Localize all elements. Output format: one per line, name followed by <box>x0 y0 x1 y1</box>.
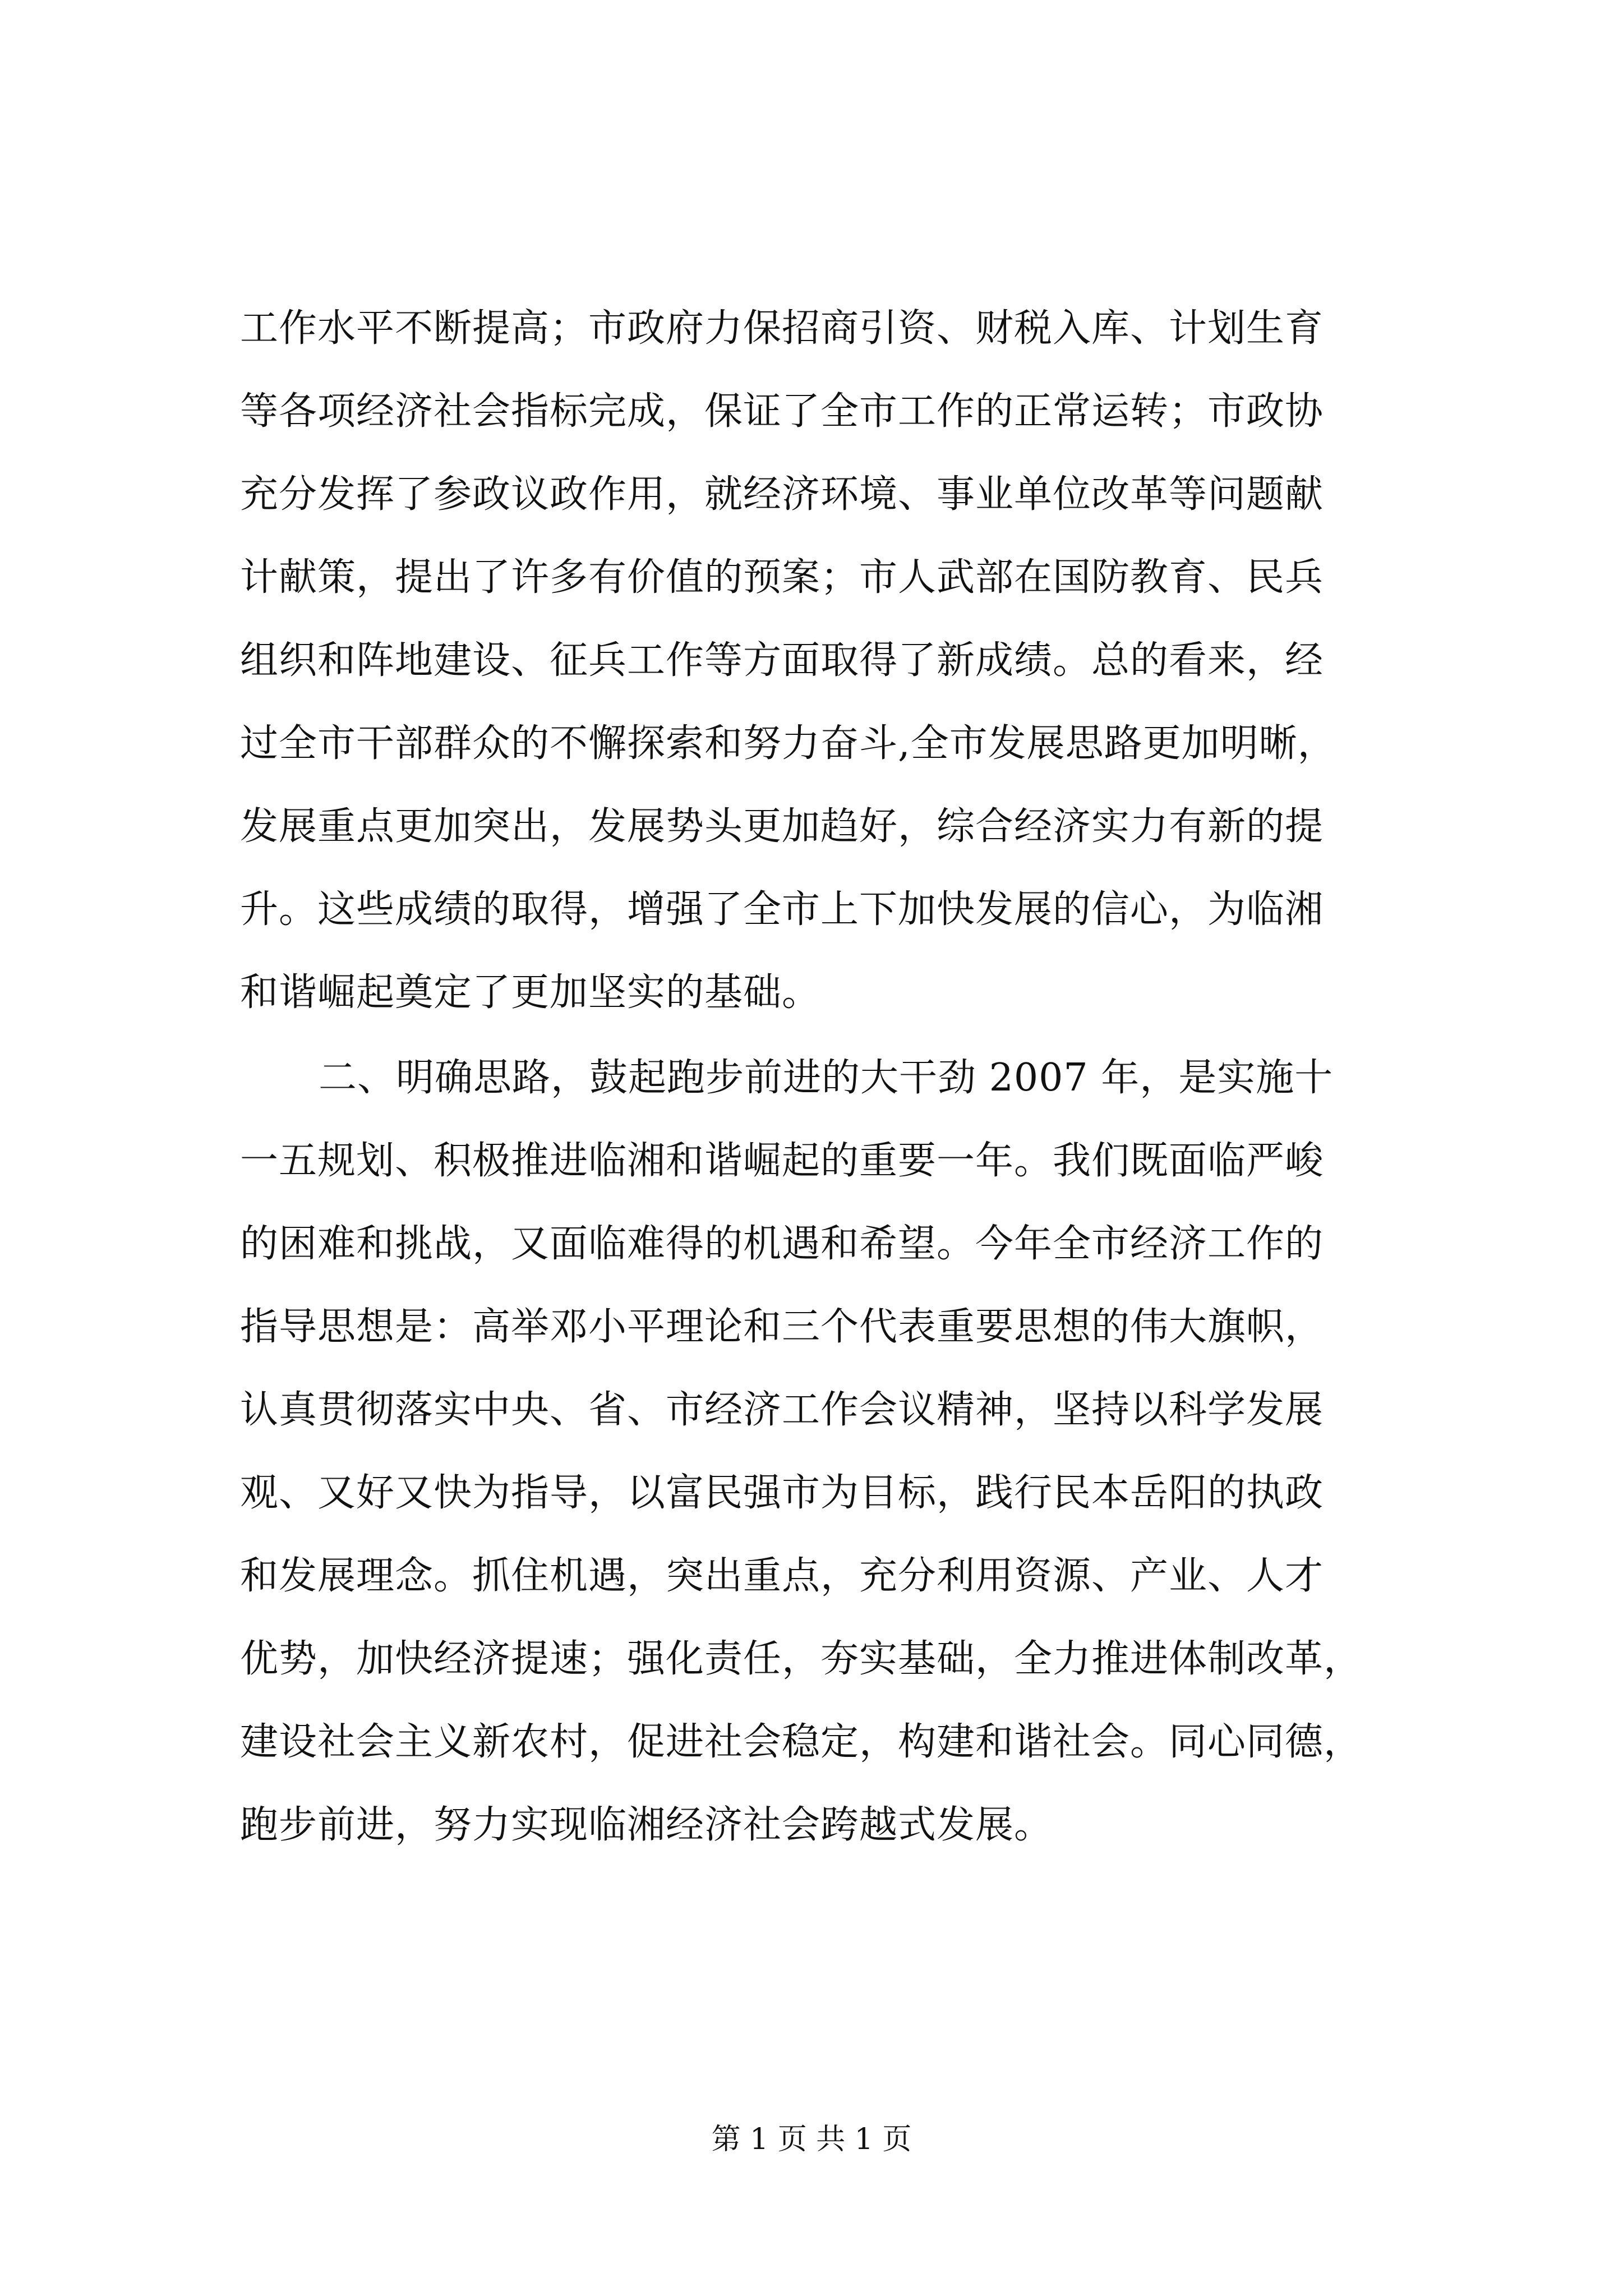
paragraph-2-line-8: 优势，加快经济提速；强化责任，夯实基础，全力推进体制改革， <box>240 1637 1363 1681</box>
paragraph-2-line-10: 跑步前进，努力实现临湘经济社会跨越式发展。 <box>240 1803 1053 1847</box>
paragraph-1-line-8: 升。这些成绩的取得，增强了全市上下加快发展的信心，为临湘 <box>240 887 1324 932</box>
paragraph-1-line-5: 组织和阵地建设、征兵工作等方面取得了新成绩。总的看来，经 <box>240 638 1324 683</box>
paragraph-1-line-3: 充分发挥了参政议政作用，就经济环境、事业单位改革等问题献 <box>240 472 1324 517</box>
paragraph-1-line-4: 计献策，提出了许多有价值的预案；市人武部在国防教育、民兵 <box>240 555 1324 600</box>
paragraph-1-line-7: 发展重点更加突出，发展势头更加趋好，综合经济实力有新的提 <box>240 804 1324 849</box>
paragraph-1-line-1: 工作水平不断提高；市政府力保招商引资、财税入库、计划生育 <box>240 306 1324 351</box>
paragraph-1-line-9: 和谐崛起奠定了更加坚实的基础。 <box>240 970 821 1015</box>
paragraph-2-line-7: 和发展理念。抓住机遇，突出重点，充分利用资源、产业、人才 <box>240 1554 1324 1598</box>
paragraph-2-line-1: 二、明确思路，鼓起跑步前进的大干劲 2007 年，是实施十 <box>319 1056 1334 1100</box>
paragraph-2-line-3: 的困难和挑战，又面临难得的机遇和希望。今年全市经济工作的 <box>240 1222 1324 1266</box>
paragraph-2-line-9: 建设社会主义新农村，促进社会稳定，构建和谐社会。同心同德， <box>240 1720 1363 1764</box>
paragraph-2-line-2: 一五规划、积极推进临湘和谐崛起的重要一年。我们既面临严峻 <box>240 1139 1324 1183</box>
paragraph-2-line-4: 指导思想是：高举邓小平理论和三个代表重要思想的伟大旗帜， <box>240 1305 1324 1349</box>
paragraph-2-line-6: 观、又好又快为指导，以富民强市为目标，践行民本岳阳的执政 <box>240 1471 1324 1515</box>
paragraph-2-line-5: 认真贯彻落实中央、省、市经济工作会议精神，坚持以科学发展 <box>240 1388 1324 1432</box>
page-number-footer: 第 1 页 共 1 页 <box>711 2123 912 2156</box>
paragraph-1-line-6: 过全市干部群众的不懈探索和努力奋斗,全市发展思路更加明晰， <box>240 721 1336 766</box>
paragraph-1-line-2: 等各项经济社会指标完成，保证了全市工作的正常运转；市政协 <box>240 389 1324 434</box>
